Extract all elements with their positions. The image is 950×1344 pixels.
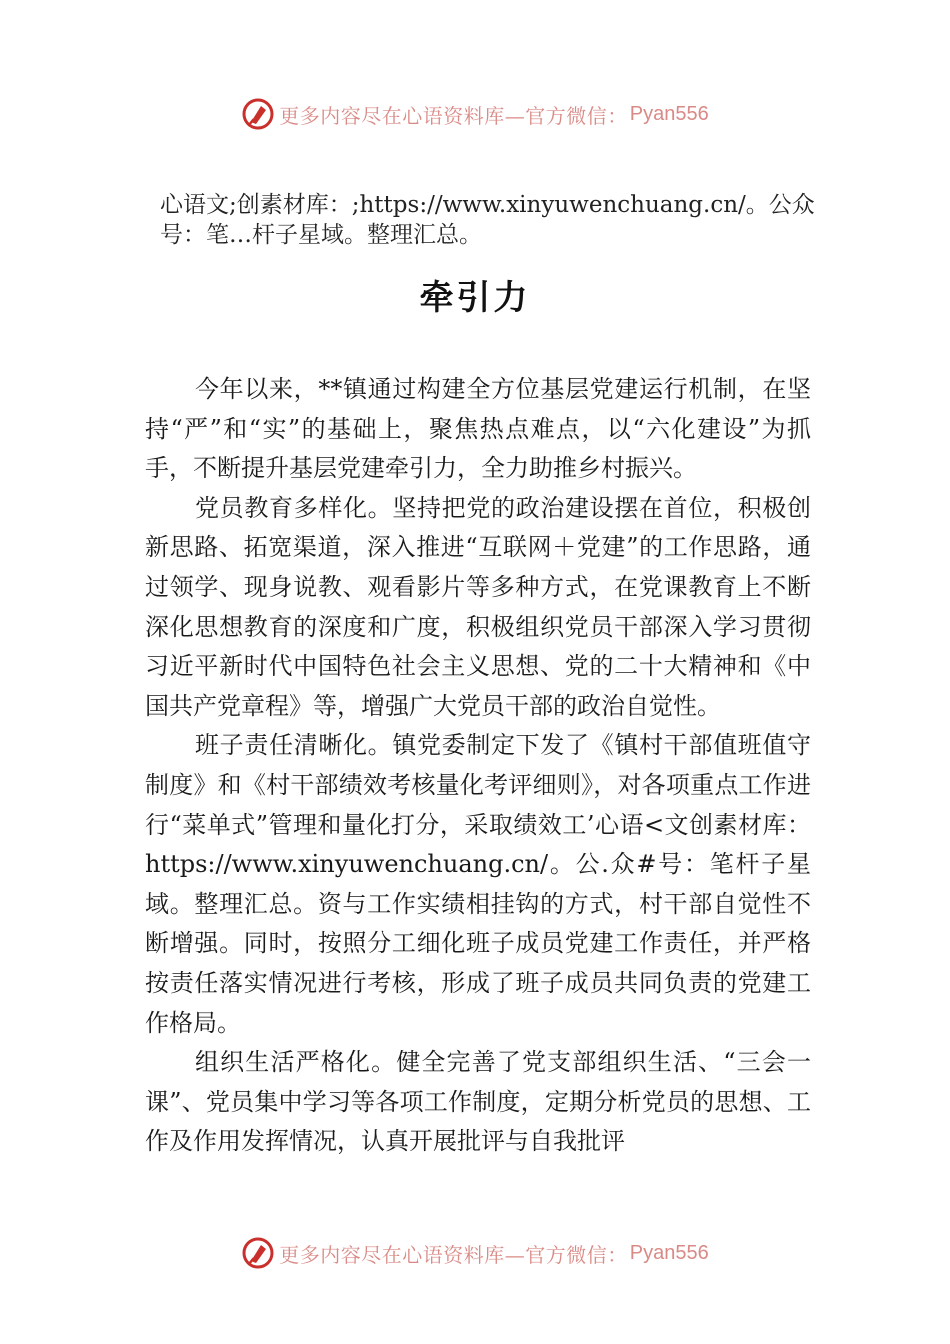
paragraph-team-responsibility: 班子责任清晰化。镇党委制定下发了《镇村干部值班值守制度》和《村干部绩效考核量化考评细则》，对各项重点工作进行“菜单式”管理和量化打分，采取绩效工’心语<文创素材库：https://www.xinyuwenchuang.cn/。公.众#号：笔杆子星域。整理汇总。资与工作实绩相挂钩的方式，村干部自觉性不断增强。同时，按照分工细化班子成员党建工作责任，并严格按责任落实情况进行考核，形成了班子成员共同负责的党建工作格局。 [145,731,811,1037]
paragraph-intro: 今年以来，**镇通过构建全方位基层党建运行机制，在坚持“严”和“实”的基础上，聚焦热点难点，以“六化建设”为抓手，不断提升基层党建牵引力，全力助推乡村振兴。 [145,375,811,483]
paragraph-party-education: 党员教育多样化。坚持把党的政治建设摆在首位，积极创新思路、拓宽渠道，深入推进“互联网＋党建”的工作思路，通过领学、现身说教、观看影片等多种方式，在党课教育上不断深化思想教育的深度和广度，积极组织党员干部深入学习贯彻习近平新时代中国特色社会主义思想、党的二十大精神和《中国共产党章程》等，增强广大党员干部的政治自觉性。 [145,493,811,720]
pen-nib-logo-icon [241,97,275,131]
pen-nib-logo-icon [241,1236,275,1270]
watermark-handle: Pyan556 [629,1241,709,1264]
paragraph-organization-life: 组织生活严格化。健全完善了党支部组织生活、“三会一课”、党员集中学习等各项工作制度，定期分析党员的思想、工作及作用发挥情况，认真开展批评与自我批评 [145,1048,811,1156]
footer-watermark [0,1233,950,1273]
header-watermark [0,94,950,134]
page-title: 牵引力 [419,278,531,318]
source-note: 心语文;创素材库：;https://www.xinyuwenchuang.cn/。公众号：笔…杆子星域。整理汇总。 [160,192,815,248]
article-body [145,370,811,1162]
watermark-text: 更多内容尽在心语资料库—官方微信： [279,103,628,128]
watermark-handle: Pyan556 [629,102,709,125]
watermark-text: 更多内容尽在心语资料库—官方微信： [279,1242,628,1267]
